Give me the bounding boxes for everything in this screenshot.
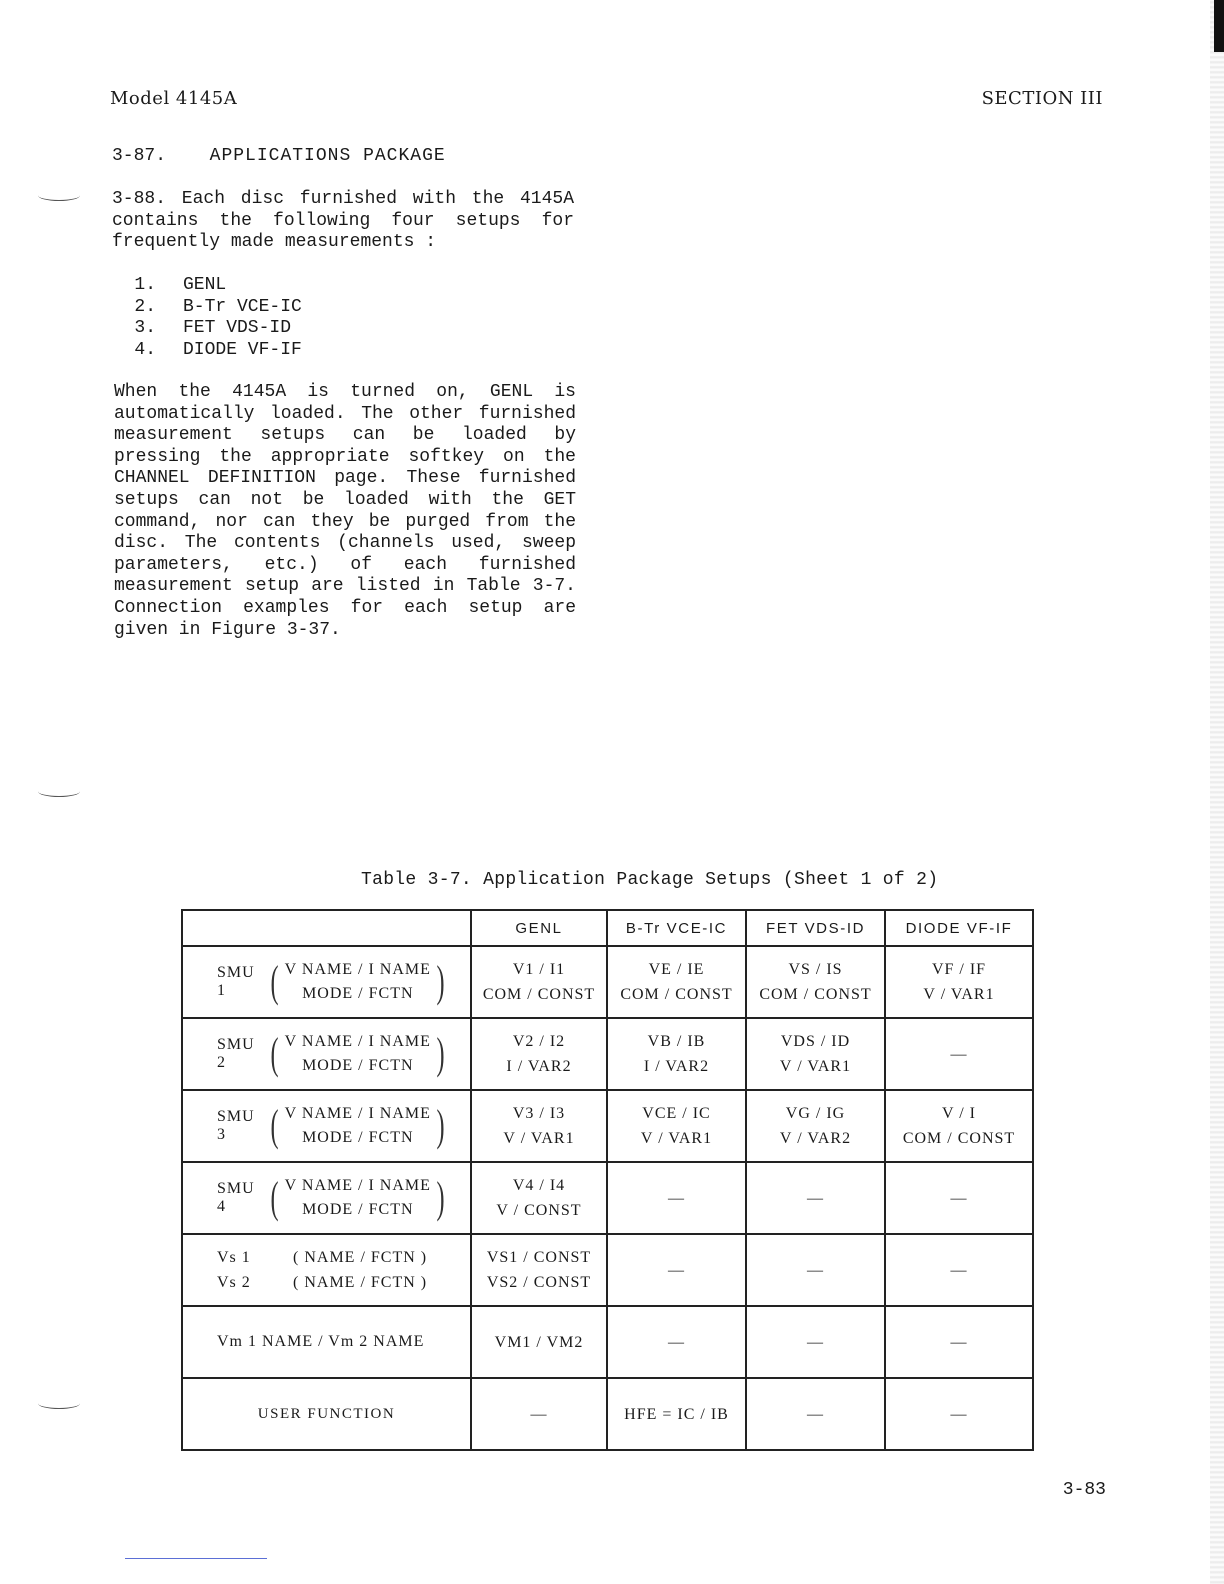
table-cell: V / I COM / CONST [885, 1090, 1033, 1162]
table-cell: VB / IB I / VAR2 [607, 1018, 746, 1090]
table-cell-empty: — [746, 1234, 885, 1306]
table-cell: VCE / IC V / VAR1 [607, 1090, 746, 1162]
setups-list [114, 275, 302, 361]
vs1-label: Vs 1 [217, 1249, 251, 1266]
right-brace: ) [436, 1173, 446, 1222]
section-header: SECTION III [981, 88, 1103, 109]
table-row [182, 1234, 1033, 1306]
table-cell-empty: — [746, 1162, 885, 1234]
right-brace: ) [436, 957, 446, 1006]
left-brace: ( [270, 957, 280, 1006]
smu-line2: MODE / FCTN [302, 985, 414, 1002]
heading-title: APPLICATIONS PACKAGE [209, 146, 446, 166]
table-cell: V2 / I2 I / VAR2 [471, 1018, 607, 1090]
table-cell: VDS / ID V / VAR1 [746, 1018, 885, 1090]
column-header: GENL [471, 910, 607, 946]
table-cell: V1 / I1 COM / CONST [471, 946, 607, 1018]
table-cell: V3 / I3 V / VAR1 [471, 1090, 607, 1162]
right-brace: ) [436, 1029, 446, 1078]
smu-label: SMU 2 [217, 1036, 255, 1071]
smu-line1: V NAME / I NAME [284, 1105, 431, 1122]
application-setups-table [181, 909, 1034, 1451]
table-cell: VS / IS COM / CONST [746, 946, 885, 1018]
column-header: DIODE VF-IF [885, 910, 1033, 946]
table-cell-empty: — [607, 1306, 746, 1378]
binding-mark [38, 1398, 80, 1409]
smu-line2: MODE / FCTN [302, 1057, 414, 1074]
row-label [182, 1234, 471, 1306]
row-label [182, 1018, 471, 1090]
smu-line1: V NAME / I NAME [284, 1033, 431, 1050]
smu-label: SMU 4 [217, 1180, 255, 1215]
column-header: FET VDS-ID [746, 910, 885, 946]
table-cell: VF / IF V / VAR1 [885, 946, 1033, 1018]
row-label [182, 1378, 471, 1450]
table-cell-empty: — [885, 1018, 1033, 1090]
smu-label: SMU 1 [217, 964, 255, 999]
body-paragraph: When the 4145A is turned on, GENL is automatically loaded. The other furnished measurement setups can be loaded by pressing the appropriate softkey on the CHANNEL DEFINITION page. These furnished setups can not be loaded with the GET command, nor can they be purged from the disc. The contents (channels used, sweep parameters, etc.) of each furnished measurement setup are listed in Table 3-7. Connection examples for each setup are given in Figure 3-37. [114, 382, 576, 640]
smu-line1: V NAME / I NAME [284, 1177, 431, 1194]
row-label [182, 946, 471, 1018]
table-cell-empty: — [607, 1162, 746, 1234]
table-cell: VE / IE COM / CONST [607, 946, 746, 1018]
table-row [182, 1306, 1033, 1378]
vm-label: Vm 1 NAME / Vm 2 NAME [217, 1333, 425, 1350]
table-cell-empty: — [471, 1378, 607, 1450]
smu-line2: MODE / FCTN [302, 1129, 414, 1146]
vs2-desc: ( NAME / FCTN ) [293, 1274, 428, 1291]
table-cell-empty: — [607, 1234, 746, 1306]
table-cell: VG / IG V / VAR2 [746, 1090, 885, 1162]
right-brace: ) [436, 1101, 446, 1150]
column-header: B-Tr VCE-IC [607, 910, 746, 946]
scan-edge-mark [1214, 0, 1224, 52]
table-cell: VS1 / CONST VS2 / CONST [471, 1234, 607, 1306]
table-row [182, 1090, 1033, 1162]
list-item: 2. B-Tr VCE-IC [134, 296, 302, 317]
page-number: 3-83 [1062, 1480, 1106, 1500]
list-item: 3. FET VDS-ID [134, 318, 292, 338]
table-row [182, 1162, 1033, 1234]
user-function-label: USER FUNCTION [257, 1405, 396, 1422]
footer-rule [125, 1558, 267, 1559]
binding-mark [38, 190, 80, 201]
table-cell-empty: — [885, 1306, 1033, 1378]
table-row [182, 1378, 1033, 1450]
model-header: Model 4145A [110, 88, 238, 109]
vs1-desc: ( NAME / FCTN ) [293, 1249, 428, 1266]
smu-line2: MODE / FCTN [302, 1201, 414, 1218]
list-item: 1. GENL [134, 275, 227, 295]
table-cell: VM1 / VM2 [471, 1306, 607, 1378]
table-row [182, 1018, 1033, 1090]
table-cell-empty: — [885, 1378, 1033, 1450]
table-cell: V4 / I4 V / CONST [471, 1162, 607, 1234]
left-brace: ( [270, 1029, 280, 1078]
smu-line1: V NAME / I NAME [284, 961, 431, 978]
table-cell-empty: — [885, 1162, 1033, 1234]
column-header-blank [182, 910, 471, 946]
table-row [182, 946, 1033, 1018]
table-header-row [182, 910, 1033, 946]
vs2-label: Vs 2 [217, 1274, 251, 1291]
table-cell-empty: — [746, 1306, 885, 1378]
row-label [182, 1162, 471, 1234]
section-heading [112, 146, 446, 166]
table-cell-empty: — [746, 1378, 885, 1450]
left-brace: ( [270, 1173, 280, 1222]
heading-number: 3-87. [112, 146, 167, 166]
binding-mark [38, 786, 80, 797]
scan-edge [1210, 0, 1224, 1584]
table-caption: Table 3-7. Application Package Setups (Sheet 1 of 2) [361, 870, 939, 890]
smu-label: SMU 3 [217, 1108, 255, 1143]
row-label [182, 1306, 471, 1378]
left-brace: ( [270, 1101, 280, 1150]
list-item: 4. DIODE VF-IF [134, 339, 302, 360]
table-cell-empty: — [885, 1234, 1033, 1306]
intro-paragraph: 3-88. Each disc furnished with the 4145A contains the following four setups for frequently made measurements : [112, 189, 574, 253]
table-cell: HFE = IC / IB [607, 1378, 746, 1450]
row-label [182, 1090, 471, 1162]
